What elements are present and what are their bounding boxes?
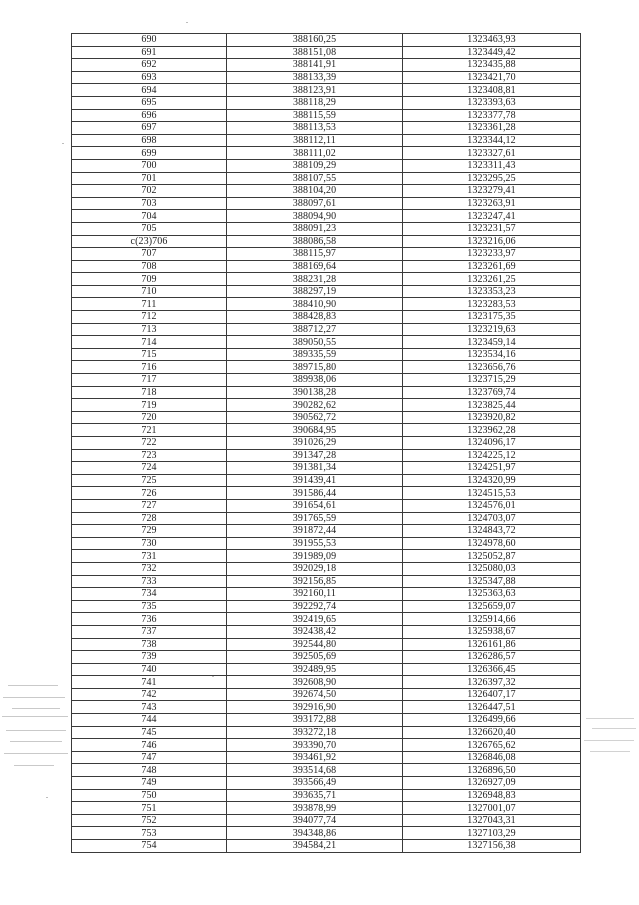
x-coordinate-cell: 392292,74: [227, 600, 403, 613]
y-coordinate-cell: 1326948,83: [403, 789, 581, 802]
x-coordinate-cell: 391347,28: [227, 449, 403, 462]
x-coordinate-cell: 392438,42: [227, 625, 403, 638]
x-coordinate-cell: 390282,62: [227, 399, 403, 412]
point-number-cell: 717: [72, 374, 227, 387]
table-row: [72, 525, 581, 538]
y-coordinate-cell: 1327043,31: [403, 814, 581, 827]
point-number-cell: 707: [72, 248, 227, 261]
y-coordinate-cell: 1323219,63: [403, 323, 581, 336]
x-coordinate-cell: 388104,20: [227, 185, 403, 198]
y-coordinate-cell: 1323459,14: [403, 336, 581, 349]
table-row: [72, 751, 581, 764]
point-number-cell: 750: [72, 789, 227, 802]
table-row: [72, 550, 581, 563]
x-coordinate-cell: 391439,41: [227, 474, 403, 487]
x-coordinate-cell: 394584,21: [227, 840, 403, 853]
table-row: [72, 575, 581, 588]
x-coordinate-cell: 390562,72: [227, 411, 403, 424]
table-row: [72, 638, 581, 651]
y-coordinate-cell: 1323295,25: [403, 172, 581, 185]
point-number-cell: 727: [72, 499, 227, 512]
y-coordinate-cell: 1326620,40: [403, 726, 581, 739]
point-number-cell: c(23)706: [72, 235, 227, 248]
point-number-cell: 705: [72, 222, 227, 235]
table-row: [72, 512, 581, 525]
point-number-cell: 721: [72, 424, 227, 437]
point-number-cell: 752: [72, 814, 227, 827]
point-number-cell: 711: [72, 298, 227, 311]
point-number-cell: 697: [72, 122, 227, 135]
x-coordinate-cell: 388141,91: [227, 59, 403, 72]
x-coordinate-cell: 391026,29: [227, 437, 403, 450]
x-coordinate-cell: 389050,55: [227, 336, 403, 349]
point-number-cell: 719: [72, 399, 227, 412]
x-coordinate-cell: 388115,59: [227, 109, 403, 122]
table-row: [72, 814, 581, 827]
y-coordinate-cell: 1324978,60: [403, 537, 581, 550]
x-coordinate-cell: 388151,08: [227, 46, 403, 59]
point-number-cell: 692: [72, 59, 227, 72]
y-coordinate-cell: 1326765,62: [403, 739, 581, 752]
x-coordinate-cell: 388086,58: [227, 235, 403, 248]
table-row: [72, 134, 581, 147]
y-coordinate-cell: 1323715,29: [403, 374, 581, 387]
x-coordinate-cell: 390684,95: [227, 424, 403, 437]
table-row: [72, 34, 581, 47]
x-coordinate-cell: 392156,85: [227, 575, 403, 588]
y-coordinate-cell: 1323435,88: [403, 59, 581, 72]
table-row: [72, 474, 581, 487]
scan-speck: [46, 797, 48, 798]
point-number-cell: 693: [72, 71, 227, 84]
x-coordinate-cell: 388231,28: [227, 273, 403, 286]
y-coordinate-cell: 1323656,76: [403, 361, 581, 374]
y-coordinate-cell: 1325052,87: [403, 550, 581, 563]
table-row: [72, 537, 581, 550]
point-number-cell: 701: [72, 172, 227, 185]
point-number-cell: 741: [72, 676, 227, 689]
x-coordinate-cell: 388160,25: [227, 34, 403, 47]
y-coordinate-cell: 1324703,07: [403, 512, 581, 525]
table-row: [72, 59, 581, 72]
table-row: [72, 777, 581, 790]
point-number-cell: 732: [72, 562, 227, 575]
y-coordinate-cell: 1327103,29: [403, 827, 581, 840]
table-row: [72, 676, 581, 689]
x-coordinate-cell: 393635,71: [227, 789, 403, 802]
x-coordinate-cell: 392916,90: [227, 701, 403, 714]
table-row: [72, 285, 581, 298]
table-row: [72, 462, 581, 475]
table-row: [72, 248, 581, 261]
point-number-cell: 754: [72, 840, 227, 853]
y-coordinate-cell: 1324515,53: [403, 487, 581, 500]
point-number-cell: 737: [72, 625, 227, 638]
table-row: [72, 411, 581, 424]
y-coordinate-cell: 1323231,57: [403, 222, 581, 235]
table-row: [72, 122, 581, 135]
point-number-cell: 696: [72, 109, 227, 122]
y-coordinate-cell: 1323920,82: [403, 411, 581, 424]
x-coordinate-cell: 393390,70: [227, 739, 403, 752]
y-coordinate-cell: 1327001,07: [403, 802, 581, 815]
table-row: [72, 613, 581, 626]
table-row: [72, 197, 581, 210]
coordinates-table-body: [72, 34, 581, 853]
point-number-cell: 746: [72, 739, 227, 752]
table-row: [72, 336, 581, 349]
x-coordinate-cell: 394348,86: [227, 827, 403, 840]
point-number-cell: 708: [72, 260, 227, 273]
point-number-cell: 713: [72, 323, 227, 336]
point-number-cell: 749: [72, 777, 227, 790]
point-number-cell: 694: [72, 84, 227, 97]
table-row: [72, 499, 581, 512]
y-coordinate-cell: 1324251,97: [403, 462, 581, 475]
y-coordinate-cell: 1325080,03: [403, 562, 581, 575]
table-row: [72, 625, 581, 638]
scan-speck: [62, 143, 64, 144]
table-row: [72, 701, 581, 714]
y-coordinate-cell: 1325914,66: [403, 613, 581, 626]
point-number-cell: 734: [72, 588, 227, 601]
x-coordinate-cell: 391872,44: [227, 525, 403, 538]
y-coordinate-cell: 1324576,01: [403, 499, 581, 512]
point-number-cell: 736: [72, 613, 227, 626]
y-coordinate-cell: 1323311,43: [403, 159, 581, 172]
x-coordinate-cell: 391381,34: [227, 462, 403, 475]
point-number-cell: 700: [72, 159, 227, 172]
point-number-cell: 726: [72, 487, 227, 500]
point-number-cell: 714: [72, 336, 227, 349]
y-coordinate-cell: 1324843,72: [403, 525, 581, 538]
point-number-cell: 748: [72, 764, 227, 777]
y-coordinate-cell: 1325659,07: [403, 600, 581, 613]
table-row: [72, 172, 581, 185]
y-coordinate-cell: 1326397,32: [403, 676, 581, 689]
y-coordinate-cell: 1323216,06: [403, 235, 581, 248]
x-coordinate-cell: 389335,59: [227, 348, 403, 361]
y-coordinate-cell: 1323247,41: [403, 210, 581, 223]
y-coordinate-cell: 1326499,66: [403, 714, 581, 727]
x-coordinate-cell: 391955,53: [227, 537, 403, 550]
point-number-cell: 712: [72, 311, 227, 324]
y-coordinate-cell: 1323449,42: [403, 46, 581, 59]
y-coordinate-cell: 1324320,99: [403, 474, 581, 487]
point-number-cell: 691: [72, 46, 227, 59]
x-coordinate-cell: 388297,19: [227, 285, 403, 298]
x-coordinate-cell: 388169,64: [227, 260, 403, 273]
point-number-cell: 740: [72, 663, 227, 676]
point-number-cell: 710: [72, 285, 227, 298]
point-number-cell: 704: [72, 210, 227, 223]
y-coordinate-cell: 1324225,12: [403, 449, 581, 462]
table-row: [72, 71, 581, 84]
scan-speck: [212, 676, 214, 677]
point-number-cell: 718: [72, 386, 227, 399]
table-row: [72, 399, 581, 412]
y-coordinate-cell: 1323962,28: [403, 424, 581, 437]
y-coordinate-cell: 1323377,78: [403, 109, 581, 122]
y-coordinate-cell: 1323261,69: [403, 260, 581, 273]
y-coordinate-cell: 1326161,86: [403, 638, 581, 651]
x-coordinate-cell: 392505,69: [227, 651, 403, 664]
y-coordinate-cell: 1323261,25: [403, 273, 581, 286]
table-row: [72, 185, 581, 198]
x-coordinate-cell: 391654,61: [227, 499, 403, 512]
table-row: [72, 96, 581, 109]
point-number-cell: 709: [72, 273, 227, 286]
point-number-cell: 747: [72, 751, 227, 764]
x-coordinate-cell: 393878,99: [227, 802, 403, 815]
y-coordinate-cell: 1323344,12: [403, 134, 581, 147]
table-row: [72, 562, 581, 575]
table-row: [72, 827, 581, 840]
x-coordinate-cell: 393272,18: [227, 726, 403, 739]
y-coordinate-cell: 1323175,35: [403, 311, 581, 324]
y-coordinate-cell: 1323353,23: [403, 285, 581, 298]
y-coordinate-cell: 1323263,91: [403, 197, 581, 210]
table-row: [72, 46, 581, 59]
table-row: [72, 84, 581, 97]
point-number-cell: 751: [72, 802, 227, 815]
point-number-cell: 698: [72, 134, 227, 147]
y-coordinate-cell: 1323361,28: [403, 122, 581, 135]
y-coordinate-cell: 1323279,41: [403, 185, 581, 198]
table-row: [72, 235, 581, 248]
y-coordinate-cell: 1326846,08: [403, 751, 581, 764]
point-number-cell: 729: [72, 525, 227, 538]
x-coordinate-cell: 392674,50: [227, 688, 403, 701]
y-coordinate-cell: 1323463,93: [403, 34, 581, 47]
point-number-cell: 699: [72, 147, 227, 160]
x-coordinate-cell: 393566,49: [227, 777, 403, 790]
x-coordinate-cell: 393172,88: [227, 714, 403, 727]
x-coordinate-cell: 388091,23: [227, 222, 403, 235]
scan-speck: [186, 22, 188, 23]
y-coordinate-cell: 1323233,97: [403, 248, 581, 261]
point-number-cell: 738: [72, 638, 227, 651]
point-number-cell: 725: [72, 474, 227, 487]
x-coordinate-cell: 388107,55: [227, 172, 403, 185]
point-number-cell: 730: [72, 537, 227, 550]
table-row: [72, 764, 581, 777]
x-coordinate-cell: 388428,83: [227, 311, 403, 324]
point-number-cell: 742: [72, 688, 227, 701]
table-row: [72, 739, 581, 752]
y-coordinate-cell: 1326896,50: [403, 764, 581, 777]
x-coordinate-cell: 388118,29: [227, 96, 403, 109]
point-number-cell: 703: [72, 197, 227, 210]
table-row: [72, 726, 581, 739]
y-coordinate-cell: 1326407,17: [403, 688, 581, 701]
table-row: [72, 424, 581, 437]
y-coordinate-cell: 1326366,45: [403, 663, 581, 676]
table-row: [72, 663, 581, 676]
x-coordinate-cell: 388410,90: [227, 298, 403, 311]
point-number-cell: 723: [72, 449, 227, 462]
x-coordinate-cell: 392608,90: [227, 676, 403, 689]
table-row: [72, 714, 581, 727]
point-number-cell: 731: [72, 550, 227, 563]
x-coordinate-cell: 389938,06: [227, 374, 403, 387]
point-number-cell: 744: [72, 714, 227, 727]
point-number-cell: 702: [72, 185, 227, 198]
x-coordinate-cell: 388115,97: [227, 248, 403, 261]
x-coordinate-cell: 391989,09: [227, 550, 403, 563]
table-row: [72, 840, 581, 853]
x-coordinate-cell: 394077,74: [227, 814, 403, 827]
x-coordinate-cell: 392160,11: [227, 588, 403, 601]
x-coordinate-cell: 392489,95: [227, 663, 403, 676]
table-row: [72, 588, 581, 601]
x-coordinate-cell: 392544,80: [227, 638, 403, 651]
x-coordinate-cell: 393514,68: [227, 764, 403, 777]
table-row: [72, 109, 581, 122]
table-row: [72, 600, 581, 613]
table-row: [72, 348, 581, 361]
x-coordinate-cell: 392029,18: [227, 562, 403, 575]
point-number-cell: 695: [72, 96, 227, 109]
point-number-cell: 716: [72, 361, 227, 374]
y-coordinate-cell: 1323421,70: [403, 71, 581, 84]
y-coordinate-cell: 1323534,16: [403, 348, 581, 361]
y-coordinate-cell: 1323769,74: [403, 386, 581, 399]
table-row: [72, 802, 581, 815]
table-row: [72, 688, 581, 701]
table-row: [72, 651, 581, 664]
table-row: [72, 210, 581, 223]
point-number-cell: 715: [72, 348, 227, 361]
x-coordinate-cell: 389715,80: [227, 361, 403, 374]
point-number-cell: 720: [72, 411, 227, 424]
y-coordinate-cell: 1326927,09: [403, 777, 581, 790]
y-coordinate-cell: 1326286,57: [403, 651, 581, 664]
table-row: [72, 323, 581, 336]
x-coordinate-cell: 388133,39: [227, 71, 403, 84]
x-coordinate-cell: 388109,29: [227, 159, 403, 172]
x-coordinate-cell: 388712,27: [227, 323, 403, 336]
table-row: [72, 147, 581, 160]
table-row: [72, 437, 581, 450]
y-coordinate-cell: 1327156,38: [403, 840, 581, 853]
y-coordinate-cell: 1324096,17: [403, 437, 581, 450]
table-row: [72, 298, 581, 311]
x-coordinate-cell: 390138,28: [227, 386, 403, 399]
x-coordinate-cell: 393461,92: [227, 751, 403, 764]
point-number-cell: 739: [72, 651, 227, 664]
table-row: [72, 159, 581, 172]
x-coordinate-cell: 388097,61: [227, 197, 403, 210]
table-row: [72, 449, 581, 462]
x-coordinate-cell: 391765,59: [227, 512, 403, 525]
table-row: [72, 789, 581, 802]
x-coordinate-cell: 388123,91: [227, 84, 403, 97]
y-coordinate-cell: 1325938,67: [403, 625, 581, 638]
y-coordinate-cell: 1326447,51: [403, 701, 581, 714]
x-coordinate-cell: 388094,90: [227, 210, 403, 223]
table-row: [72, 260, 581, 273]
point-number-cell: 722: [72, 437, 227, 450]
y-coordinate-cell: 1323408,81: [403, 84, 581, 97]
table-row: [72, 386, 581, 399]
y-coordinate-cell: 1323393,63: [403, 96, 581, 109]
table-row: [72, 273, 581, 286]
x-coordinate-cell: 388113,53: [227, 122, 403, 135]
scan-artifact-left: [0, 683, 70, 773]
point-number-cell: 724: [72, 462, 227, 475]
scan-artifact-right: [582, 716, 639, 756]
y-coordinate-cell: 1323327,61: [403, 147, 581, 160]
table-row: [72, 361, 581, 374]
y-coordinate-cell: 1325363,63: [403, 588, 581, 601]
point-number-cell: 735: [72, 600, 227, 613]
y-coordinate-cell: 1323825,44: [403, 399, 581, 412]
y-coordinate-cell: 1323283,53: [403, 298, 581, 311]
x-coordinate-cell: 388111,02: [227, 147, 403, 160]
point-number-cell: 728: [72, 512, 227, 525]
table-row: [72, 222, 581, 235]
coordinates-table: [71, 33, 581, 853]
point-number-cell: 753: [72, 827, 227, 840]
x-coordinate-cell: 391586,44: [227, 487, 403, 500]
x-coordinate-cell: 392419,65: [227, 613, 403, 626]
point-number-cell: 743: [72, 701, 227, 714]
point-number-cell: 745: [72, 726, 227, 739]
y-coordinate-cell: 1325347,88: [403, 575, 581, 588]
table-row: [72, 311, 581, 324]
table-row: [72, 487, 581, 500]
point-number-cell: 733: [72, 575, 227, 588]
table-row: [72, 374, 581, 387]
x-coordinate-cell: 388112,11: [227, 134, 403, 147]
point-number-cell: 690: [72, 34, 227, 47]
